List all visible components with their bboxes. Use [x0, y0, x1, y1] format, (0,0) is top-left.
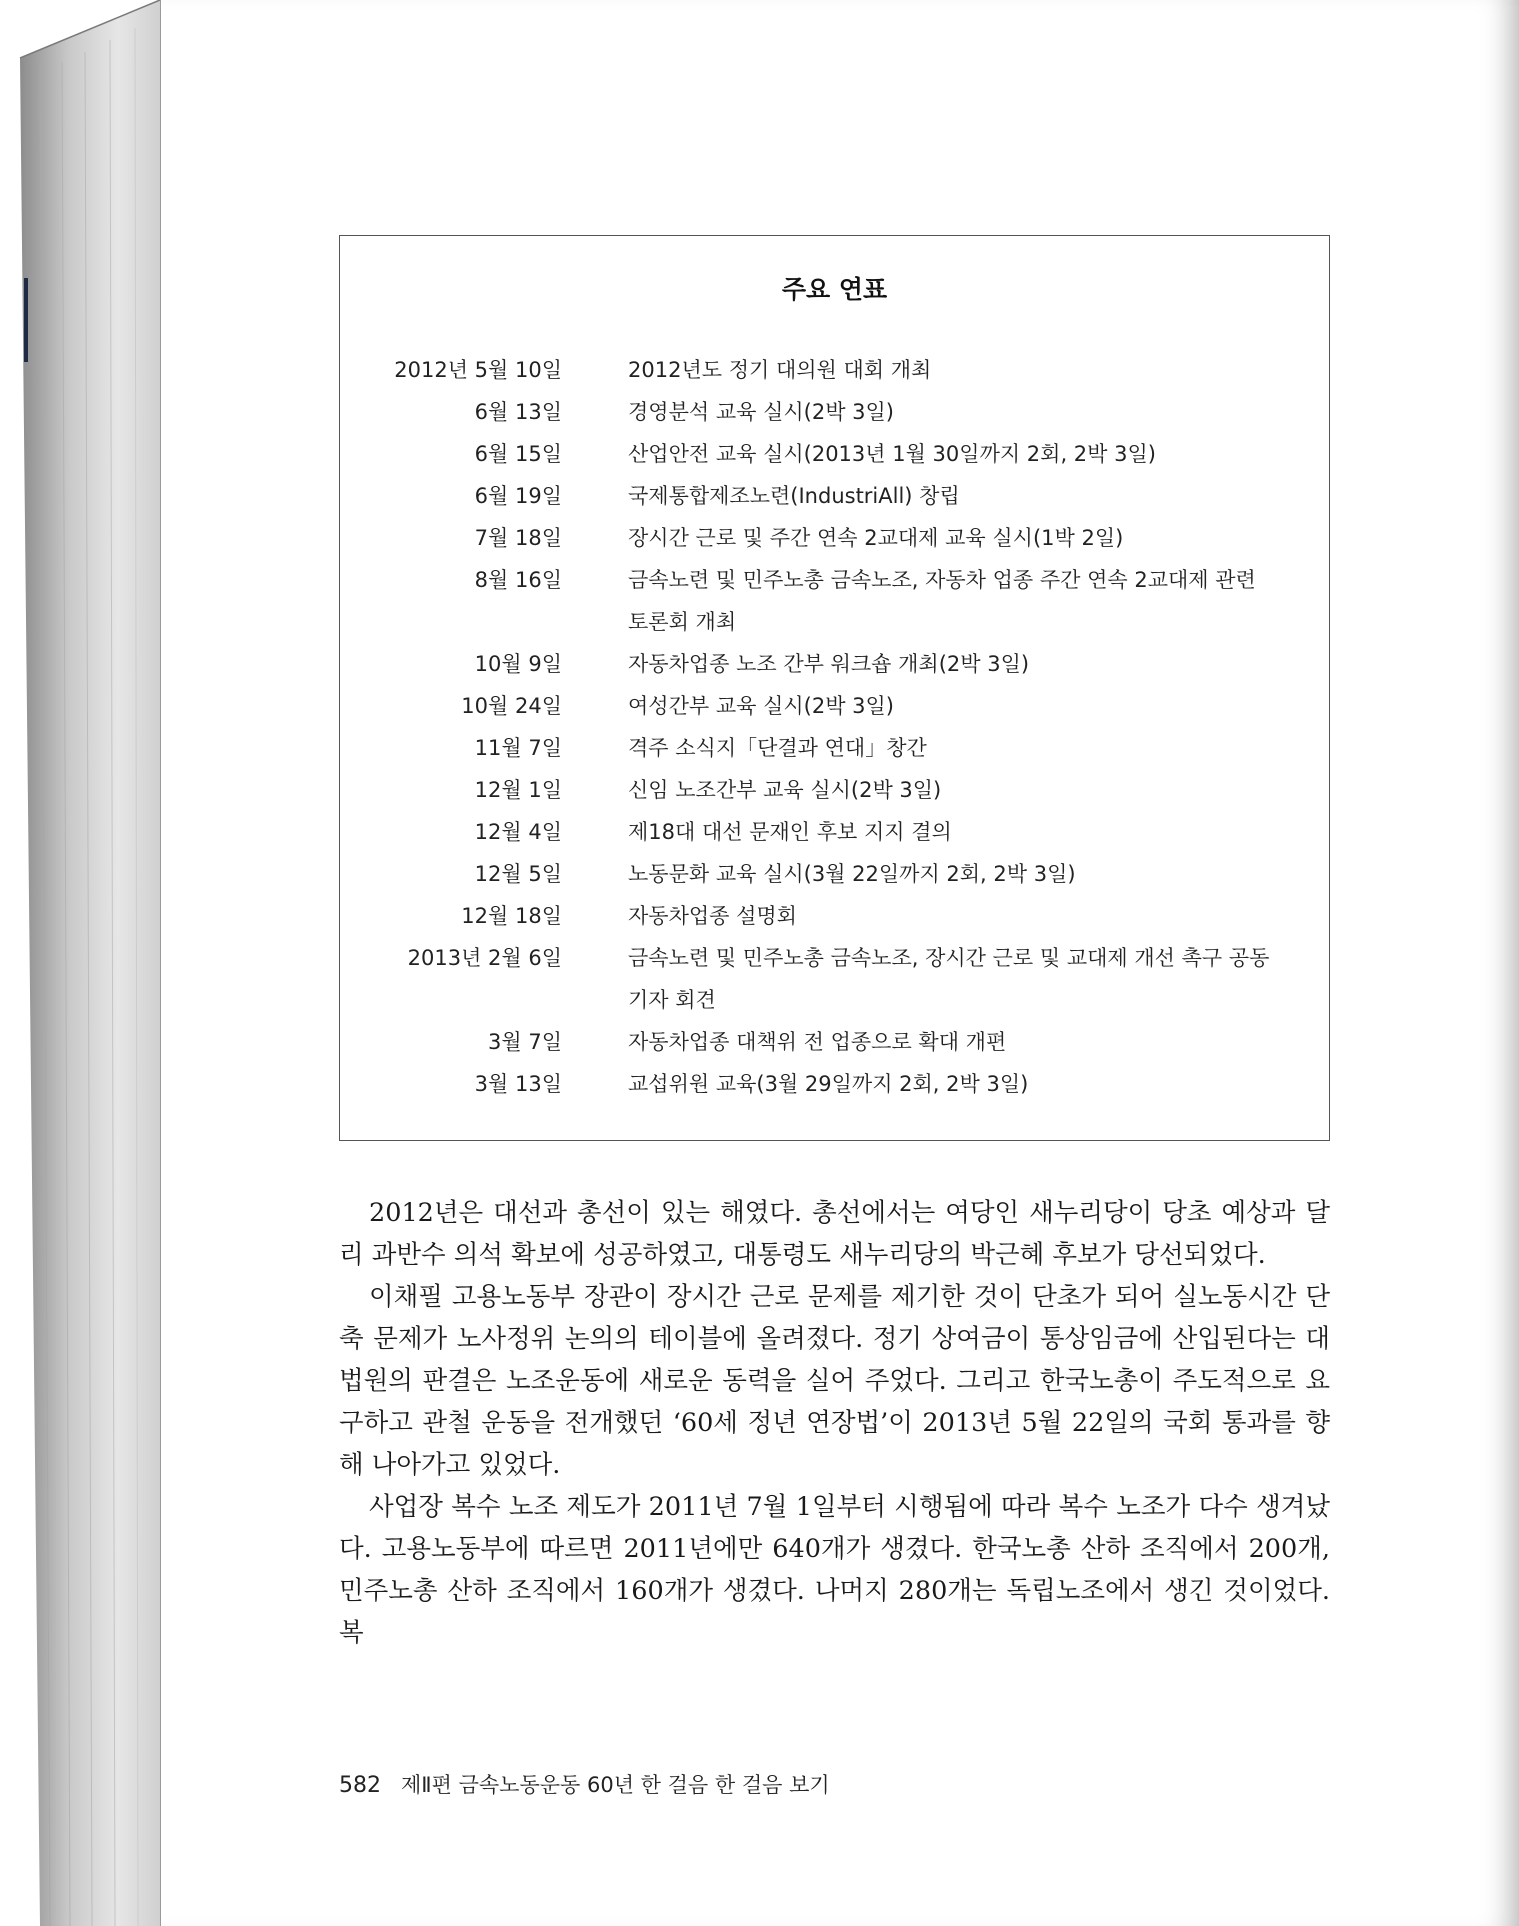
timeline-date: 6월 15일 [474, 442, 562, 466]
timeline-date: 2012년 5월 10일 [394, 358, 562, 382]
timeline-row [340, 559, 1329, 601]
timeline-event: 금속노련 및 민주노총 금속노조, 장시간 근로 및 교대제 개선 촉구 공동 [628, 946, 1270, 970]
timeline-event: 교섭위원 교육(3월 29일까지 2회, 2박 3일) [628, 1072, 1029, 1096]
timeline-row [340, 811, 1329, 853]
timeline-date: 3월 13일 [474, 1072, 562, 1096]
timeline-row [340, 1021, 1329, 1063]
timeline-date: 8월 16일 [474, 568, 562, 592]
timeline-row [340, 685, 1329, 727]
timeline-event: 산업안전 교육 실시(2013년 1월 30일까지 2회, 2박 3일) [628, 442, 1156, 466]
timeline-date: 10월 24일 [461, 694, 562, 718]
book-page-edge [0, 0, 170, 1926]
timeline-row [340, 391, 1329, 433]
running-title: 제Ⅱ편 금속노동운동 60년 한 걸음 한 걸음 보기 [401, 1773, 830, 1797]
timeline-row [340, 979, 1329, 1021]
timeline-date: 12월 1일 [474, 778, 562, 802]
timeline-event: 기자 회견 [628, 988, 716, 1012]
page-number: 582 [339, 1773, 381, 1798]
timeline-event: 토론회 개최 [628, 610, 737, 634]
timeline-event: 여성간부 교육 실시(2박 3일) [628, 694, 894, 718]
timeline-event: 자동차업종 설명회 [628, 904, 797, 928]
timeline-event: 금속노련 및 민주노총 금속노조, 자동차 업종 주간 연속 2교대제 관련 [628, 568, 1256, 592]
body-text [339, 1192, 1330, 1654]
timeline-date: 6월 19일 [474, 484, 562, 508]
timeline-row [340, 853, 1329, 895]
timeline-date: 6월 13일 [474, 400, 562, 424]
timeline-event: 장시간 근로 및 주간 연속 2교대제 교육 실시(1박 2일) [628, 526, 1124, 550]
timeline-row [340, 349, 1329, 391]
paragraph: 사업장 복수 노조 제도가 2011년 7월 1일부터 시행됨에 따라 복수 노조가 다수 생겨났다. 고용노동부에 따르면 2011년에만 640개가 생겼다. 한국노총 산하 조직에서 200개, 민주노총 산하 조직에서 160개가 생겼다. 나머지 280개는 독립노조에서 생긴 것이었다. 복 [339, 1492, 1330, 1648]
timeline-event: 격주 소식지「단결과 연대」창간 [628, 736, 927, 760]
timeline-date: 7월 18일 [474, 526, 562, 550]
timeline-event: 제18대 대선 문재인 후보 지지 결의 [628, 820, 952, 844]
timeline-date: 12월 4일 [474, 820, 562, 844]
timeline-row [340, 601, 1329, 643]
timeline-event: 경영분석 교육 실시(2박 3일) [628, 400, 894, 424]
timeline-date: 3월 7일 [488, 1030, 562, 1054]
timeline-date: 2013년 2월 6일 [407, 946, 562, 970]
timeline-row [340, 433, 1329, 475]
timeline-event: 신임 노조간부 교육 실시(2박 3일) [628, 778, 942, 802]
paragraph: 2012년은 대선과 총선이 있는 해였다. 총선에서는 여당인 새누리당이 당초 예상과 달리 과반수 의석 확보에 성공하였고, 대통령도 새누리당의 박근혜 후보가 당선되었다. [339, 1198, 1330, 1270]
timeline-event: 국제통합제조노련(IndustriAll) 창립 [628, 484, 960, 508]
timeline-event: 2012년도 정기 대의원 대회 개최 [628, 358, 932, 382]
timeline-date: 11월 7일 [474, 736, 562, 760]
timeline-row [340, 1063, 1329, 1105]
timeline-event: 노동문화 교육 실시(3월 22일까지 2회, 2박 3일) [628, 862, 1076, 886]
page-footer [339, 1769, 830, 1799]
timeline-row [340, 769, 1329, 811]
timeline-box [339, 235, 1330, 1141]
timeline-row [340, 475, 1329, 517]
timeline-row [340, 895, 1329, 937]
timeline-row [340, 517, 1329, 559]
timeline-event: 자동차업종 대책위 전 업종으로 확대 개편 [628, 1030, 1007, 1054]
timeline-row [340, 937, 1329, 979]
timeline-date: 10월 9일 [474, 652, 562, 676]
timeline-list [340, 349, 1329, 1105]
timeline-row [340, 727, 1329, 769]
timeline-date: 12월 5일 [474, 862, 562, 886]
timeline-event: 자동차업종 노조 간부 워크숍 개최(2박 3일) [628, 652, 1030, 676]
timeline-title: 주요 연표 [781, 275, 888, 304]
timeline-date: 12월 18일 [461, 904, 562, 928]
paragraph: 이채필 고용노동부 장관이 장시간 근로 문제를 제기한 것이 단초가 되어 실노동시간 단축 문제가 노사정위 논의의 테이블에 올려졌다. 정기 상여금이 통상임금에 산입된다는 대법원의 판결은 노조운동에 새로운 동력을 실어 주었다. 그리고 한국노총이 주도적으로 요구하고 관철 운동을 전개했던 ‘60세 정년 연장법’이 2013년 5월 22일의 국회 통과를 향해 나아가고 있었다. [339, 1282, 1330, 1480]
timeline-row [340, 643, 1329, 685]
